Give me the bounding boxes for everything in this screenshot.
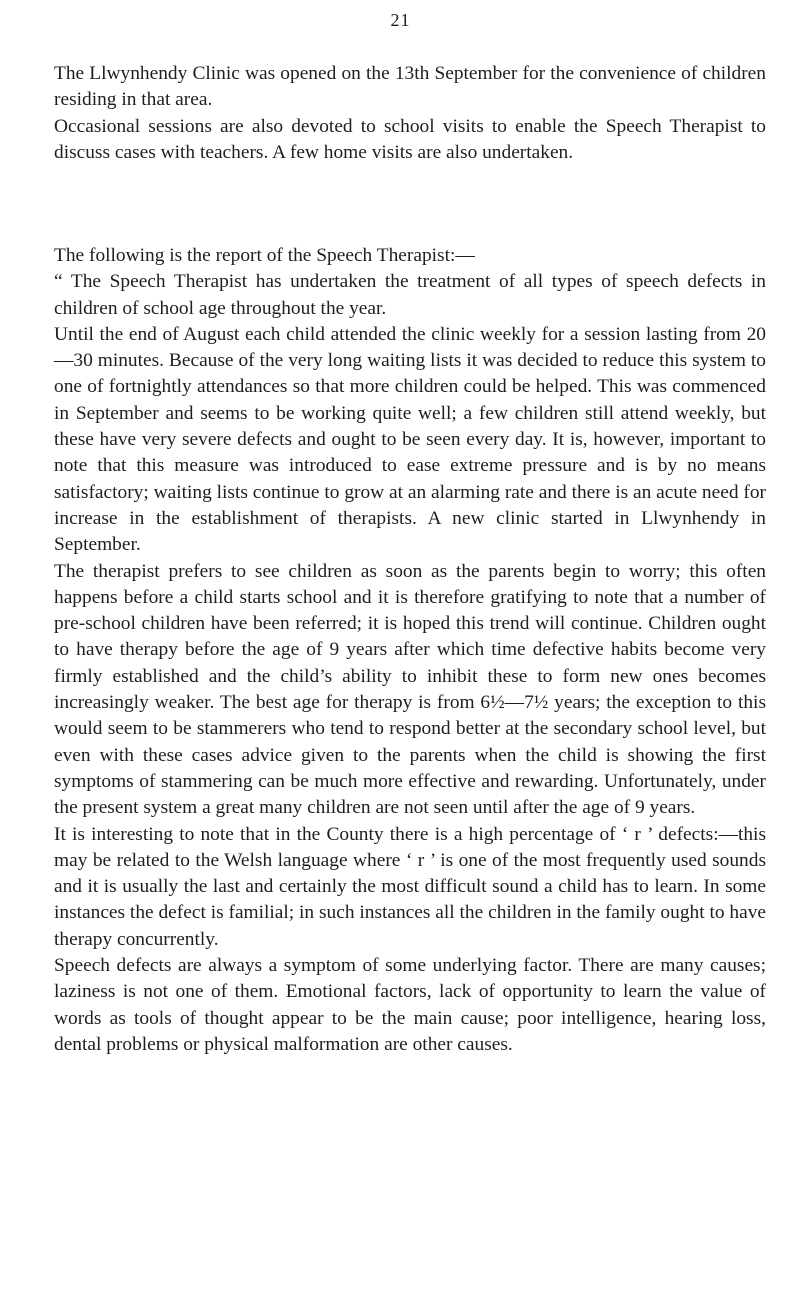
paragraph-causes: Speech defects are always a symptom of some underlying factor. There are many causes; laziness is not one of them. Emotional factors, lack of opportunity to learn the value of words as tools of thought appear to be the main cause; poor intelligence, hearing loss, dental problems or physical malformation are other causes. [54, 955, 766, 1055]
report-intro: The following is the report of the Speech Therapist:— [54, 245, 475, 266]
paragraph-treatment: “ The Speech Therapist has undertaken the treatment of all types of speech defects in children of school age throughout the year. [54, 271, 766, 319]
paragraph-attendance: Until the end of August each child attended the clinic weekly for a session lasting from 20—30 minutes. Because of the very long waiting lists it was decided to reduce this system to one of fortnightly attendances so that more children could be helped. This was commenced in September and seems to be working quite well; a few children still attend weekly, but these have very severe defects and ought to be seen every day. It is, however, important to note that this measure was introduced to ease extreme pressure and is by no means satisfactory; waiting lists continue to grow at an alarming rate and there is an acute need for increase in the establishment of therapists. A new clinic started in Llwynhendy in September. [54, 323, 766, 556]
page-number: 21 [390, 10, 411, 30]
report-section [54, 243, 766, 1058]
paragraph-r-defects: It is interesting to note that in the County there is a high percentage of ‘ r ’ defects:—this may be related to the Welsh language where ‘ r ’ is one of the most frequently used sounds and it is usually the last and certainly the most difficult sound a child has to learn. In some instances the defect is familial; in such instances all the children in the family ought to have therapy concurrently. [54, 823, 766, 950]
paragraph-school-visits: Occasional sessions are also devoted to school visits to enable the Speech Therapist to discuss cases with teachers. A few home visits are also undertaken. [54, 115, 766, 163]
paragraph-early-therapy: The therapist prefers to see children as soon as the parents begin to worry; this often happens before a child starts school and it is therefore gratifying to note that a number of pre-school children have been referred; it is hoped this trend will continue. Children ought to have therapy before the age of 9 years after which time defective habits become very firmly established and the child’s ability to inhibit these to form new ones becomes increasingly weaker. The best age for therapy is from 6½—7½ years; the exception to this would seem to be stammerers who tend to respond better at the secondary school level, but even with these cases advice given to the parents when the child is showing the first symptoms of stammering can be much more effective and rewarding. Unfortunately, under the present system a great many children are not seen until after the age of 9 years. [54, 560, 766, 819]
paragraph-clinic-opening: The Llwynhendy Clinic was opened on the 13th September for the convenience of children residing in that area. [54, 63, 766, 111]
intro-section [54, 61, 766, 166]
